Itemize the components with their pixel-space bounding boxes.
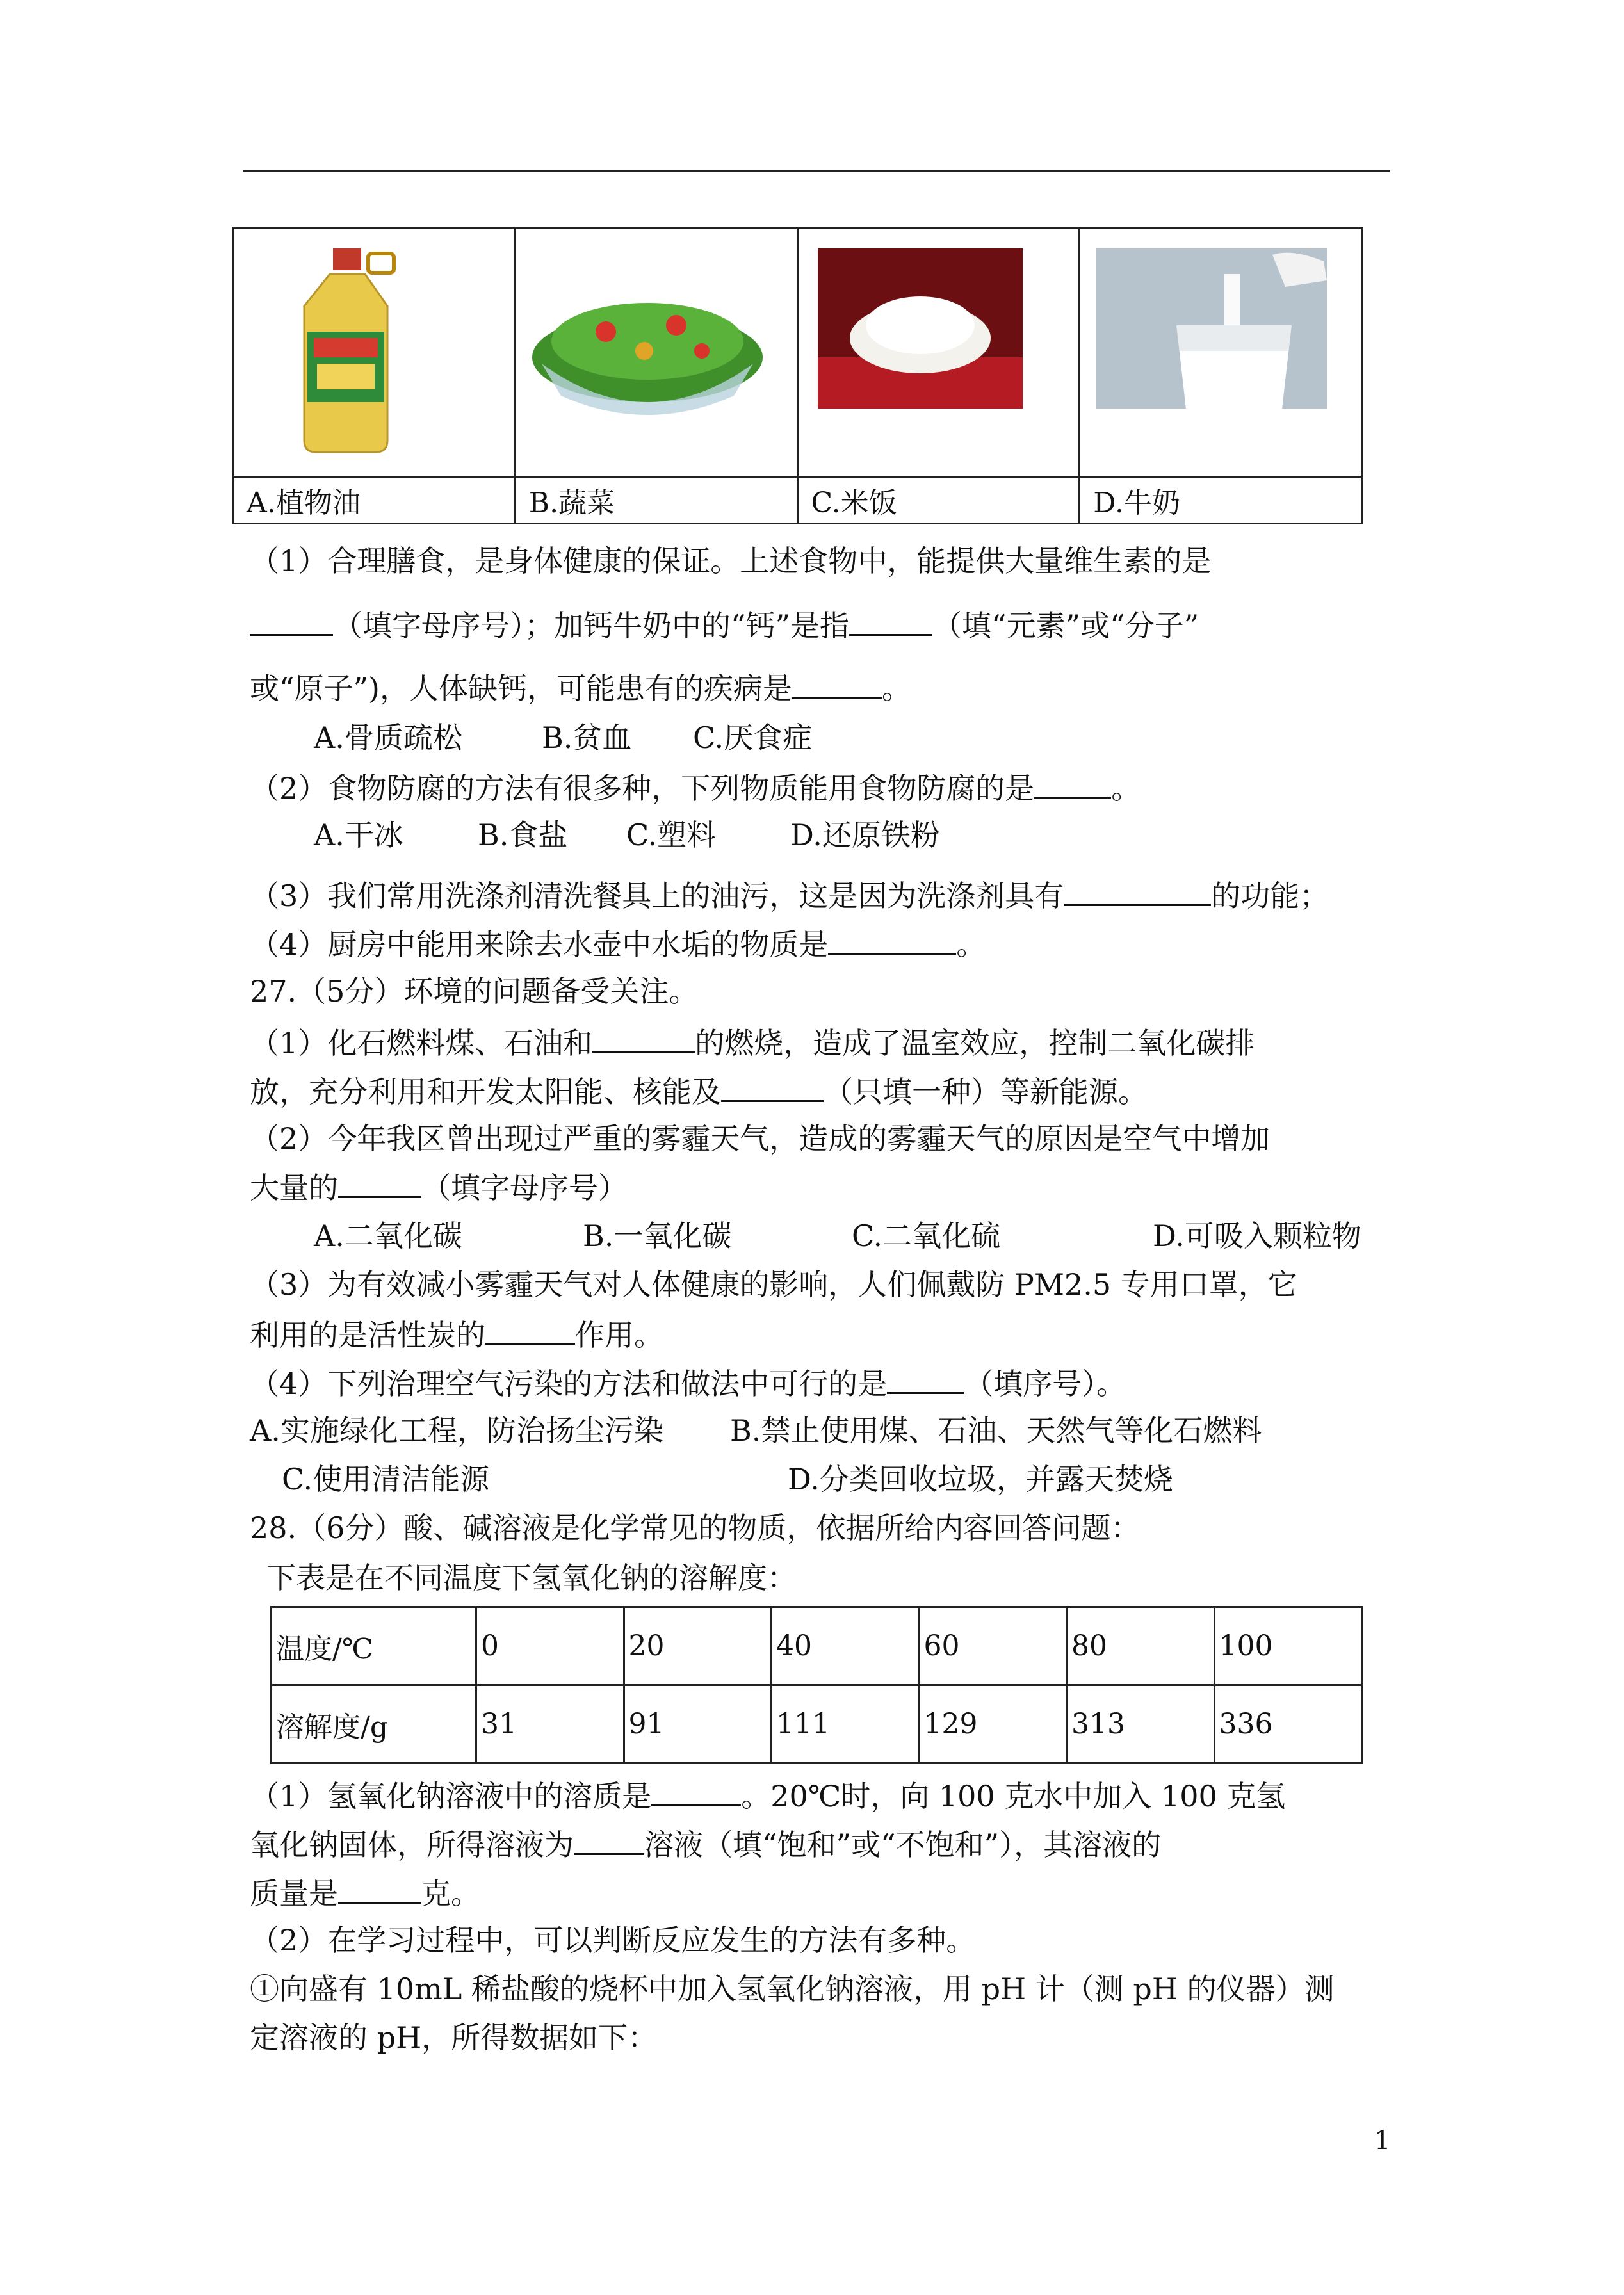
vegetable-oil-bottle-icon [234,229,532,473]
table-cell: 111 [772,1685,920,1764]
answer-blank[interactable] [651,1775,741,1806]
q26-p1-options [314,718,812,757]
table-cell: 40 [772,1607,920,1685]
answer-blank[interactable] [574,1824,644,1855]
q27-p3-line1: （3）为有效减小雾霾天气对人体健康的影响，人们佩戴防 PM2.5 专用口罩，它 [250,1267,1297,1302]
rice-bowl-icon [799,229,1061,473]
salad-bowl-icon [516,229,779,473]
answer-blank[interactable] [1064,875,1211,906]
q27-p2-line2: 大量的 （填字母序号） [250,1167,628,1207]
food-option-a: A.植物油 [233,477,516,524]
page-number: 1 [1374,2126,1391,2155]
food-image-cell-b [515,228,797,477]
q28-p2-1-line2: 定溶液的 pH，所得数据如下： [250,2020,658,2055]
solubility-table [270,1606,1363,1764]
q28-p2-1-line1: ①向盛有 10mL 稀盐酸的烧杯中加入氢氧化钠溶液，用 pH 计（测 pH 的仪器）测 [250,1972,1335,2006]
table-cell: 91 [624,1685,772,1764]
q26-p2-options [314,816,940,854]
option: A.骨质疏松 [314,720,462,755]
option: B.贫血 [542,720,632,755]
table-cell: 80 [1067,1607,1215,1685]
q27-p4: （4）下列治理空气污染的方法和做法中可行的是 （填序号）。 [250,1363,1126,1403]
table-cell: 313 [1067,1685,1215,1764]
temperature-header: 温度/℃ [272,1607,476,1685]
q27-p4-options-cd [282,1460,1173,1498]
q26-p4: （4）厨房中能用来除去水壶中水垢的物质是 。 [250,923,986,964]
answer-blank[interactable] [849,604,932,636]
answer-blank[interactable] [250,604,333,636]
answer-blank[interactable] [721,1071,824,1102]
option: B.一氧化碳 [583,1219,732,1253]
q27-p2-line1: （2）今年我区曾出现过严重的雾霾天气，造成的雾霾天气的原因是空气中增加 [250,1121,1271,1156]
q27-title: 27.（5分）环境的问题备受关注。 [250,974,699,1009]
answer-blank[interactable] [792,667,882,699]
food-image-cell-c [797,228,1080,477]
food-image-cell-d [1080,228,1362,477]
option: A.二氧化碳 [314,1219,462,1253]
answer-blank[interactable] [592,1022,695,1053]
q27-p2-options [314,1217,1361,1255]
solubility-header: 溶解度/g [272,1685,476,1764]
q28-p1-line3: 质量是 克。 [250,1872,480,1913]
option: D.可吸入颗粒物 [1153,1219,1361,1253]
q27-p4-options-ab [250,1411,1262,1450]
q26-p1-line3: 或“原子”)，人体缺钙，可能患有的疾病是 。 [250,667,911,708]
food-image-cell-a [233,228,516,477]
answer-blank[interactable] [338,1167,421,1198]
milk-glass-icon [1080,229,1362,473]
option: C.二氧化硫 [852,1219,1001,1253]
table-cell: 31 [476,1685,624,1764]
q28-p1-line1: （1）氢氧化钠溶液中的溶质是 。20℃时，向 100 克水中加入 100 克氢 [250,1775,1285,1815]
table-cell: 129 [919,1685,1067,1764]
q28-p1-line2: 氧化钠固体，所得溶液为 溶液（填“饱和”或“不饱和”），其溶液的 [250,1824,1161,1864]
food-option-b: B.蔬菜 [515,477,797,524]
q28-intro: 下表是在不同温度下氢氧化钠的溶解度： [266,1561,797,1595]
q27-p3-line2: 利用的是活性炭的 作用。 [250,1314,663,1354]
option: B.食盐 [478,818,568,852]
answer-blank[interactable] [1034,767,1111,799]
q28-p2: （2）在学习过程中，可以判断反应发生的方法有多种。 [250,1923,976,1958]
answer-blank[interactable] [485,1314,575,1345]
food-option-c: C.米饭 [797,477,1080,524]
option: A.实施绿化工程，防治扬尘污染 [250,1413,663,1448]
table-cell: 336 [1214,1685,1362,1764]
q27-p1-line1: （1）化石燃料煤、石油和 的燃烧，造成了温室效应，控制二氧化碳排 [250,1022,1255,1062]
answer-blank[interactable] [828,923,956,955]
option: C.使用清洁能源 [282,1462,490,1496]
food-options-table [232,227,1363,524]
header-rule [243,170,1390,172]
option: C.塑料 [626,818,717,852]
answer-blank[interactable] [887,1363,964,1394]
q26-p1-line2: （填字母序号）；加钙牛奶中的“钙”是指 （填“元素”或“分子” [250,604,1199,645]
food-option-d: D.牛奶 [1080,477,1362,524]
option: B.禁止使用煤、石油、天然气等化石燃料 [730,1413,1262,1448]
q26-p1-line1: （1）合理膳食，是身体健康的保证。上述食物中，能提供大量维生素的是 [250,544,1212,578]
table-cell: 20 [624,1607,772,1685]
answer-blank[interactable] [338,1872,421,1904]
option: D.分类回收垃圾，并露天焚烧 [788,1462,1173,1496]
table-cell: 0 [476,1607,624,1685]
option: A.干冰 [314,818,403,852]
q26-p2: （2）食物防腐的方法有很多种，下列物质能用食物防腐的是 。 [250,767,1141,807]
table-cell: 60 [919,1607,1067,1685]
q27-p1-line2: 放，充分利用和开发太阳能、核能及 （只填一种）等新能源。 [250,1071,1148,1111]
q26-p3: （3）我们常用洗涤剂清洗餐具上的油污，这是因为洗涤剂具有 的功能； [250,875,1329,915]
q28-title: 28.（6分）酸、碱溶液是化学常见的物质，依据所给内容回答问题： [250,1511,1141,1545]
option: C.厌食症 [693,720,813,755]
option: D.还原铁粉 [790,818,940,852]
table-cell: 100 [1214,1607,1362,1685]
